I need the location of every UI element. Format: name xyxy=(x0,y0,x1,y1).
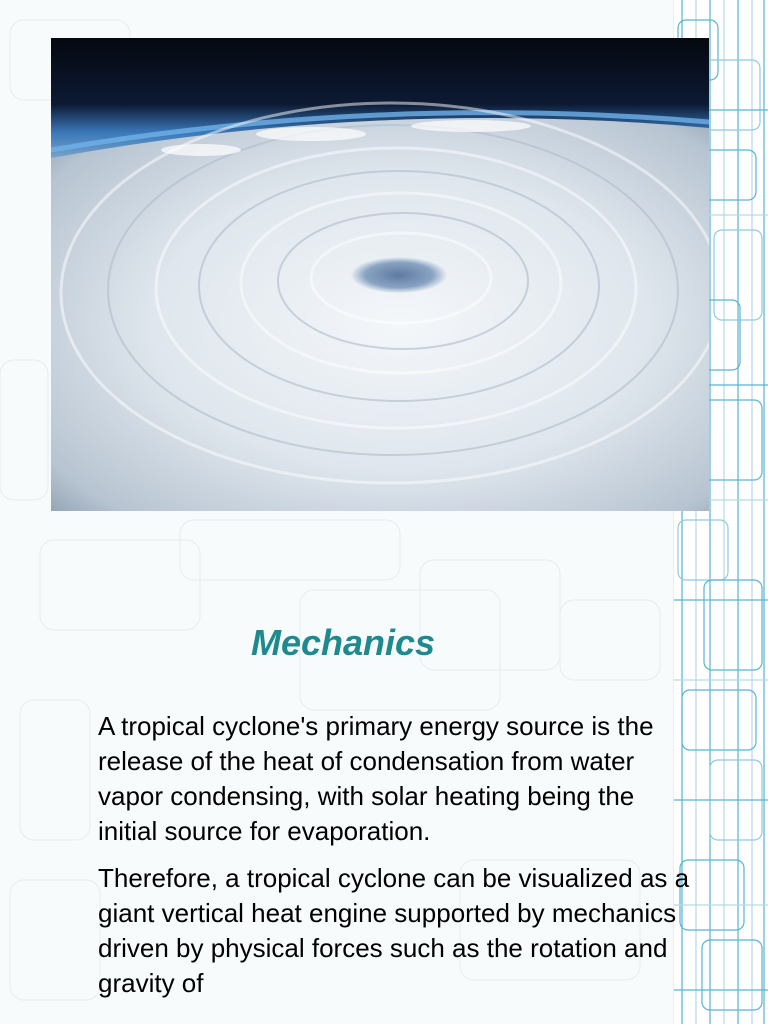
slide-body xyxy=(98,709,698,1013)
paragraph-heat-engine: Therefore, a tropical cyclone can be visualized as a giant vertical heat engine supported by mechanics driven by physical forces such as the rotation and gravity of xyxy=(98,863,690,998)
hurricane-from-space-photo xyxy=(51,38,709,511)
slide-title: Mechanics xyxy=(250,622,436,663)
hurricane-image xyxy=(51,38,709,511)
paragraph-energy-source: A tropical cyclone's primary energy source is the release of the heat of condensation from water vapor condensing, with solar heating being the initial source for evaporation. xyxy=(98,711,654,846)
